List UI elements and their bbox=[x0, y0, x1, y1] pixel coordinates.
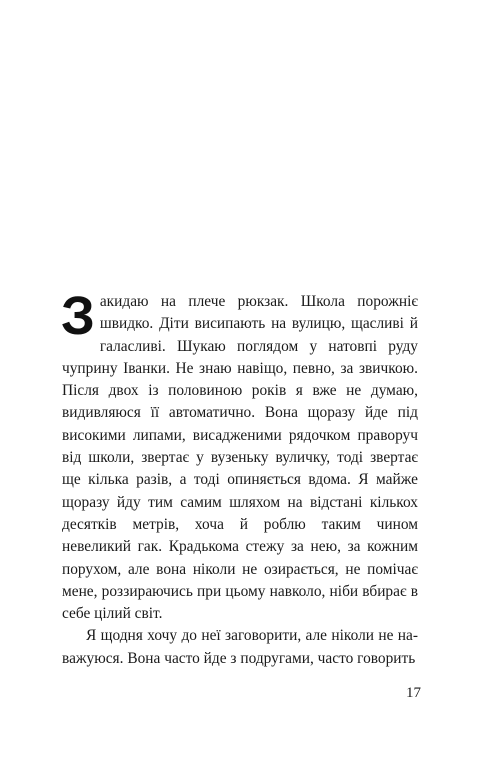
drop-cap: З bbox=[61, 286, 95, 346]
page-number: 17 bbox=[406, 685, 421, 701]
text-block bbox=[61, 286, 418, 670]
paragraph-1-text: акидаю на плече рюкзак. Школа порожніє швидко. Діти висипають на вулицю, щасливі й галасливі. Шукаю поглядом у натовпі руду чуприну Іванки. Не знаю навіщо, певно, за звичкою. Після двох із половиною років я вже не думаю, видивляюся її автоматично. Вона щоразу йде під високими липами, висадженими рядочком праворуч від школи, звертає у вузеньку вуличку, тоді звертає ще кілька разів, а тоді опиняється вдома. Я майже щоразу йду тим самим шляхом на відстані кількох десятків метрів, хоча й роблю таким чином невеликий гак. Крадькома стежу за нею, за кожним порухом, але вона ніколи не озирається, не помічає мене, роззираючись при цьому навколо, ніби вбирає в себе цілий світ. bbox=[62, 293, 418, 623]
paragraph-2 bbox=[62, 625, 418, 670]
paragraph-1 bbox=[61, 286, 418, 625]
paragraph-2-text: Я щодня хочу до неї заговорити, але ніколи не наважуюся. Вона часто йде з подругами, часто говорить bbox=[62, 627, 418, 667]
